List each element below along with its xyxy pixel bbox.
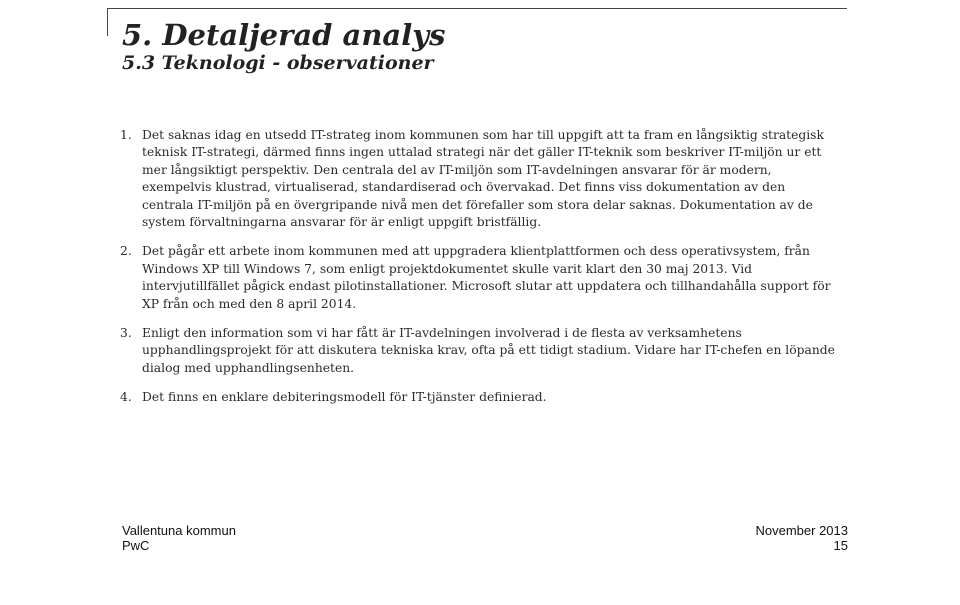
list-item-text: Enligt den information som vi har fått är IT-avdelningen involverad i de flesta av verksamhetens upphandlingsprojekt för att diskutera tekniska krav, ofta på ett tidigt stadium. Vidare har IT-chefen en löpande dialog med upphandlingsenheten.	[142, 326, 835, 375]
list-item	[120, 243, 840, 313]
list-item-text: Det saknas idag en utsedd IT-strateg inom kommunen som har till uppgift att ta fram en långsiktig strategisk teknisk IT-strategi, därmed finns ingen uttalad strategi när det gäller IT-teknik som beskriver IT-miljön ur ett mer långsiktigt perspektiv. Den centrala del av IT-miljön som IT-avdelningen ansvarar för är modern, exempelvis klustrad, virtualiserad, standardiserad och övervakad. Det finns viss dokumentation av den centrala IT-miljön på en övergripande nivå men det förefaller som stora delar saknas. Dokumentation av de system förvaltningarna ansvarar för är enligt uppgift bristfällig.	[142, 128, 824, 230]
page-subtitle: 5.3 Teknologi - observationer	[122, 52, 434, 74]
page-title: 5. Detaljerad analys	[122, 18, 446, 52]
footer-company: PwC	[122, 538, 150, 553]
footer-right	[756, 523, 849, 553]
observation-list	[120, 127, 840, 419]
page-number: 15	[833, 538, 848, 553]
footer-left	[122, 523, 236, 553]
list-item-number: 4.	[120, 390, 132, 405]
list-item	[120, 325, 840, 377]
list-item	[120, 389, 840, 406]
list-item-text: Det finns en enklare debiteringsmodell för IT-tjänster definierad.	[142, 390, 547, 405]
list-item	[120, 127, 840, 231]
frame-line-left	[107, 8, 108, 36]
footer-organization: Vallentuna kommun	[122, 523, 236, 538]
list-item-text: Det pågår ett arbete inom kommunen med att uppgradera klientplattformen och dess operativsystem, från Windows XP till Windows 7, som enligt projektdokumentet skulle varit klart den 30 maj 2013. Vid intervjutillfället pågick endast pilotinstallationer. Microsoft slutar att uppdatera och tillhandahålla support för XP från och med den 8 april 2014.	[142, 244, 831, 311]
footer-date: November 2013	[755, 523, 848, 538]
frame-line-top	[107, 8, 847, 9]
list-item-number: 1.	[120, 128, 132, 142]
list-item-number: 3.	[120, 326, 132, 341]
list-item-number: 2.	[120, 244, 132, 259]
